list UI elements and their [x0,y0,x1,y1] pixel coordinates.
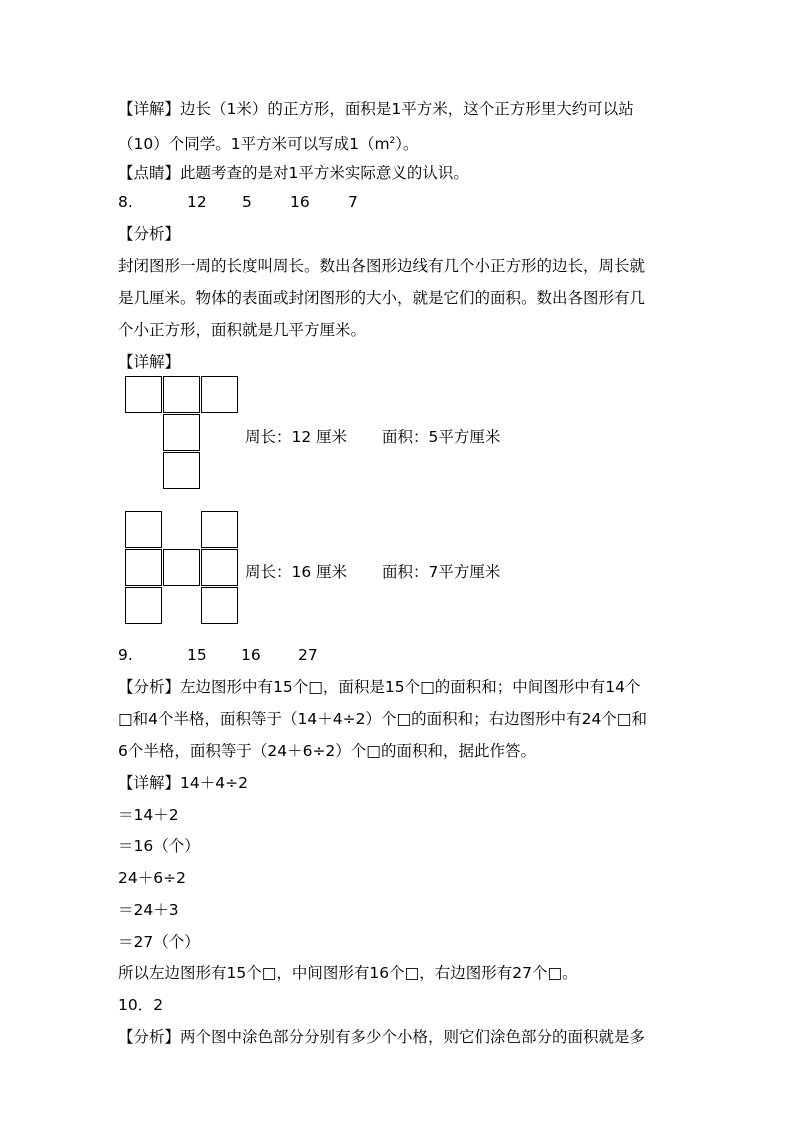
grid-square [125,549,162,586]
grid-square [201,376,238,413]
q9-answer-1: 15 [187,646,207,664]
q7-detail-line2 [118,131,419,154]
q9-answer-2: 16 [241,646,261,664]
q9-detail-line6: ＝27（个） [118,933,200,951]
q7-comment: 【点睛】此题考查的是对1平方米实际意义的认识。 [118,164,469,182]
q7-detail-line2-text: （10）个同学。1平方米可以写成1（m [118,135,390,153]
q8-answer-4: 7 [348,193,358,211]
q9-detail-line2: ＝14＋2 [118,806,179,824]
q9-analysis-line1: 【分析】左边图形中有15个□，面积是15个□的面积和；中间图形中有14个 [118,678,641,696]
q9-detail-line3: ＝16（个） [118,837,200,855]
grid-square [163,414,200,451]
grid-square [201,511,238,548]
grid-square [201,549,238,586]
q7-detail-line2-end: ）。 [395,135,419,153]
unit-exponent: 2 [389,136,396,146]
q8-figure2-h-shape [125,511,241,625]
q9-detail-line5: ＝24＋3 [118,901,179,919]
grid-square [163,452,200,489]
grid-square [163,376,200,413]
q10-analysis: 【分析】两个图中涂色部分分别有多少个小格，则它们涂色部分的面积就是多 [118,1028,646,1046]
q9-answer-3: 27 [298,646,318,664]
q8-number: 8. [118,193,133,211]
q8-analysis-line3: 个小正方形，面积就是几平方厘米。 [118,321,367,339]
grid-square [125,587,162,624]
q8-analysis-line2: 是几厘米。物体的表面或封闭图形的大小，就是它们的面积。数出各图形有几 [118,289,646,307]
q8-figure1-perimeter: 周长：12 厘米 [245,428,348,446]
q9-number: 9. [118,646,133,664]
q8-figure1-area: 面积：5平方厘米 [382,428,501,446]
q9-detail-line4: 24＋6÷2 [118,869,186,887]
q8-figure2-perimeter: 周长：16 厘米 [245,563,348,581]
q7-detail-line1: 【详解】边长（1米）的正方形，面积是1平方米，这个正方形里大约可以站 [118,100,634,118]
grid-square [201,587,238,624]
grid-square [125,376,162,413]
q9-detail-line1: 【详解】14＋4÷2 [118,774,248,792]
q9-analysis-line3: 6个半格，面积等于（24＋6÷2）个□的面积和，据此作答。 [118,742,536,760]
q8-figure1-t-shape [125,376,241,490]
grid-square [163,549,200,586]
q8-answer-3: 16 [290,193,310,211]
q8-figure2-area: 面积：7平方厘米 [382,563,501,581]
q8-detail-label: 【详解】 [118,353,181,371]
q8-answer-1: 12 [187,193,207,211]
q9-conclusion: 所以左边图形有15个□，中间图形有16个□，右边图形有27个□。 [118,964,578,982]
q8-analysis-line1: 封闭图形一周的长度叫周长。数出各图形边线有几个小正方形的边长，周长就 [118,257,646,275]
q8-answer-2: 5 [242,193,252,211]
q10-number-answer: 10．2 [118,996,164,1014]
q9-analysis-line2: □和4个半格，面积等于（14＋4÷2）个□的面积和；右边图形中有24个□和 [118,710,647,728]
grid-square [125,511,162,548]
q8-analysis-label: 【分析】 [118,225,181,243]
